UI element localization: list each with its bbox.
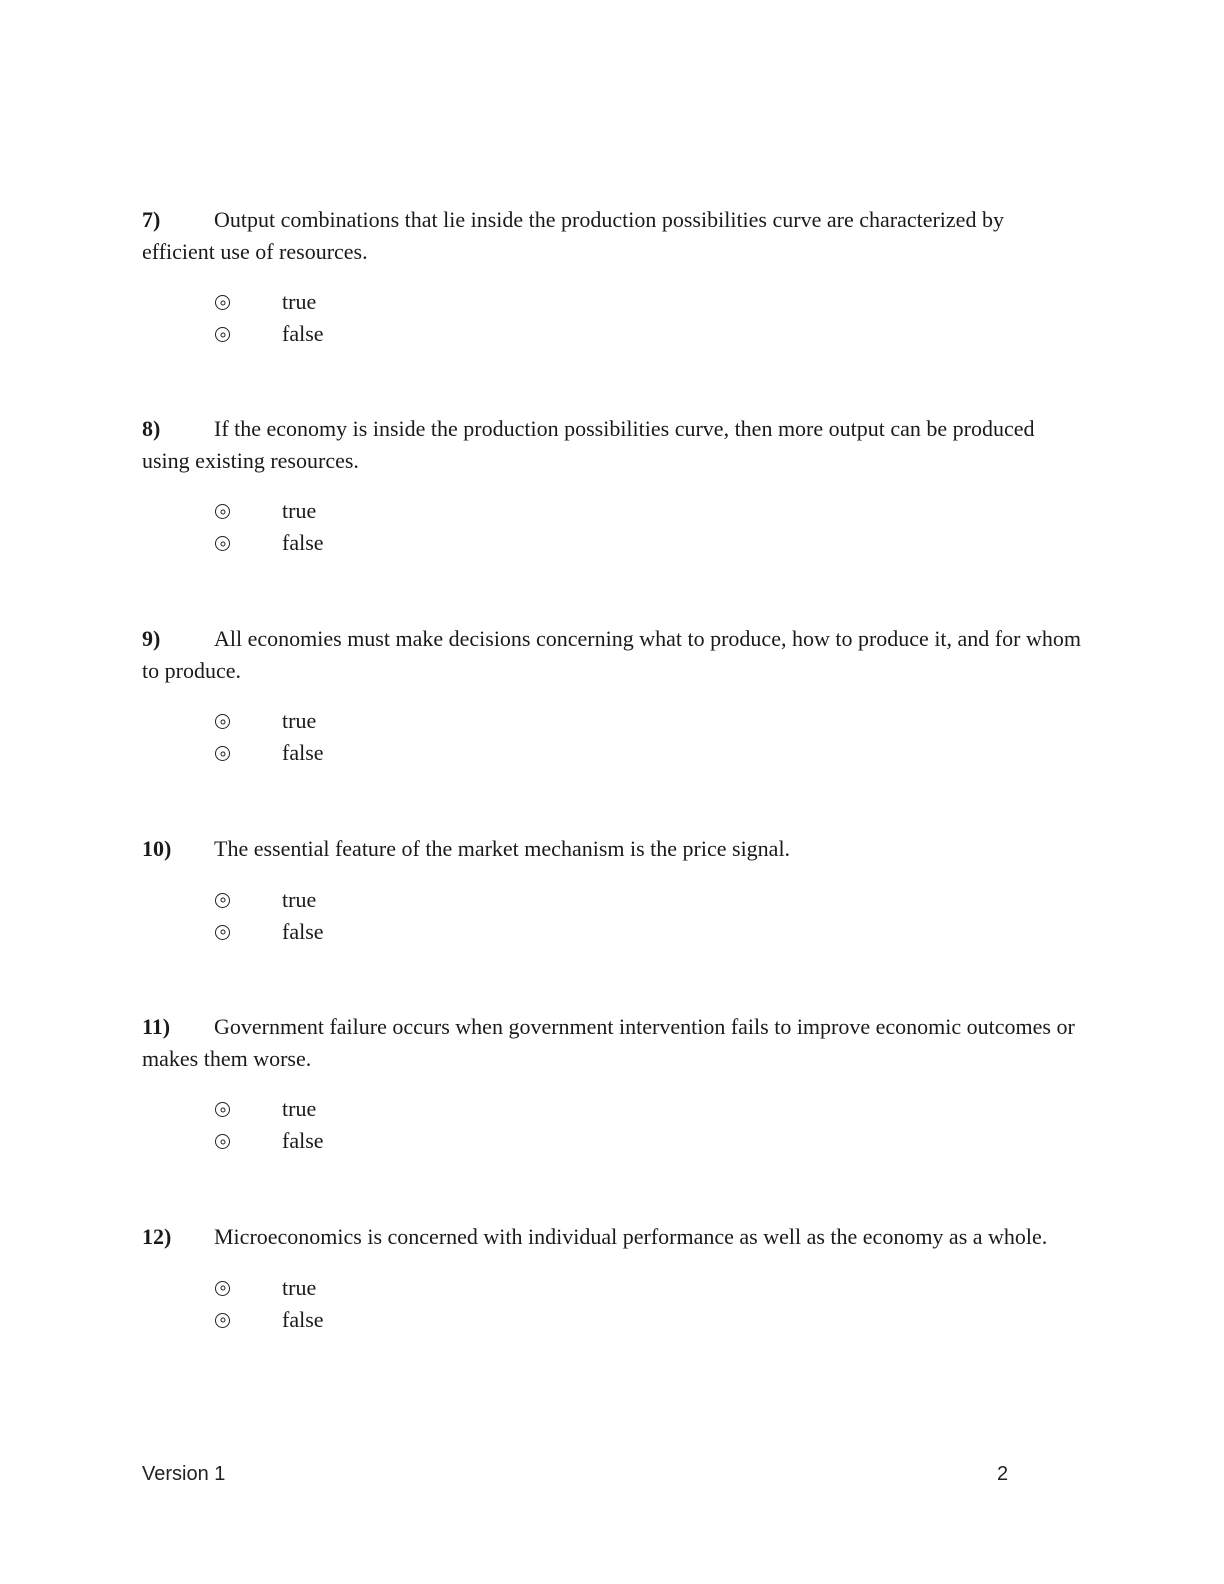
radio-button-icon[interactable] [215, 746, 230, 761]
question-12 [142, 1221, 1082, 1336]
option-label: false [282, 740, 324, 765]
question-8 [142, 413, 1082, 559]
option-label: false [282, 321, 324, 346]
option-true[interactable] [215, 1093, 1082, 1125]
option-true[interactable] [215, 884, 1082, 916]
radio-button-icon[interactable] [215, 504, 230, 519]
question-number: 10) [142, 836, 172, 861]
question-number: 12) [142, 1224, 172, 1249]
option-true[interactable] [215, 705, 1082, 737]
option-false[interactable] [215, 527, 1082, 559]
radio-button-icon[interactable] [215, 925, 230, 940]
answer-options [215, 286, 1082, 350]
radio-button-icon[interactable] [215, 1313, 230, 1328]
option-true[interactable] [215, 286, 1082, 318]
answer-options [215, 884, 1082, 948]
question-11 [142, 1011, 1082, 1157]
footer-version: Version 1 [142, 1463, 226, 1485]
option-label: true [282, 289, 317, 314]
question-text: 12) Microeconomics is concerned with individual performance as well as the economy as a whole. [142, 1221, 1082, 1253]
question-7 [142, 204, 1082, 350]
answer-options [215, 495, 1082, 559]
question-number: 7) [142, 207, 161, 232]
question-number: 11) [142, 1014, 171, 1039]
option-false[interactable] [215, 1304, 1082, 1336]
option-false[interactable] [215, 318, 1082, 350]
radio-button-icon[interactable] [215, 1134, 230, 1149]
radio-button-icon[interactable] [215, 327, 230, 342]
radio-button-icon[interactable] [215, 536, 230, 551]
option-label: true [282, 1274, 317, 1300]
question-9 [142, 623, 1082, 769]
radio-button-icon[interactable] [215, 1102, 230, 1117]
option-label: true [282, 1096, 317, 1121]
option-label: true [282, 498, 317, 523]
answer-options [215, 1272, 1082, 1336]
option-true[interactable] [215, 1272, 1082, 1304]
answer-options [215, 705, 1082, 769]
option-label: true [282, 708, 317, 733]
radio-button-icon[interactable] [215, 295, 230, 310]
radio-button-icon[interactable] [215, 893, 230, 908]
option-label: false [282, 1128, 324, 1153]
question-text: 10) The essential feature of the market mechanism is the price signal. [142, 833, 1082, 865]
question-text: 11) Government failure occurs when government intervention fails to improve economic outcomes or makes them worse. [142, 1011, 1082, 1074]
option-false[interactable] [215, 916, 1082, 948]
question-text: 8) If the economy is inside the production possibilities curve, then more output can be produced using existing resources. [142, 413, 1082, 476]
question-number: 9) [142, 626, 161, 651]
option-label: true [282, 886, 317, 912]
option-label: false [282, 1306, 324, 1332]
question-number: 8) [142, 416, 161, 441]
question-text: 9) All economies must make decisions concerning what to produce, how to produce it, and for whom to produce. [142, 623, 1082, 686]
footer-page-number: 2 [997, 1463, 1009, 1485]
option-false[interactable] [215, 1125, 1082, 1157]
option-true[interactable] [215, 495, 1082, 527]
option-label: false [282, 530, 324, 555]
answer-options [215, 1093, 1082, 1157]
question-10 [142, 833, 1082, 948]
option-false[interactable] [215, 737, 1082, 769]
question-text: 7) Output combinations that lie inside the production possibilities curve are characterized by efficient use of resources. [142, 204, 1082, 267]
option-label: false [282, 918, 324, 944]
radio-button-icon[interactable] [215, 1281, 230, 1296]
radio-button-icon[interactable] [215, 714, 230, 729]
